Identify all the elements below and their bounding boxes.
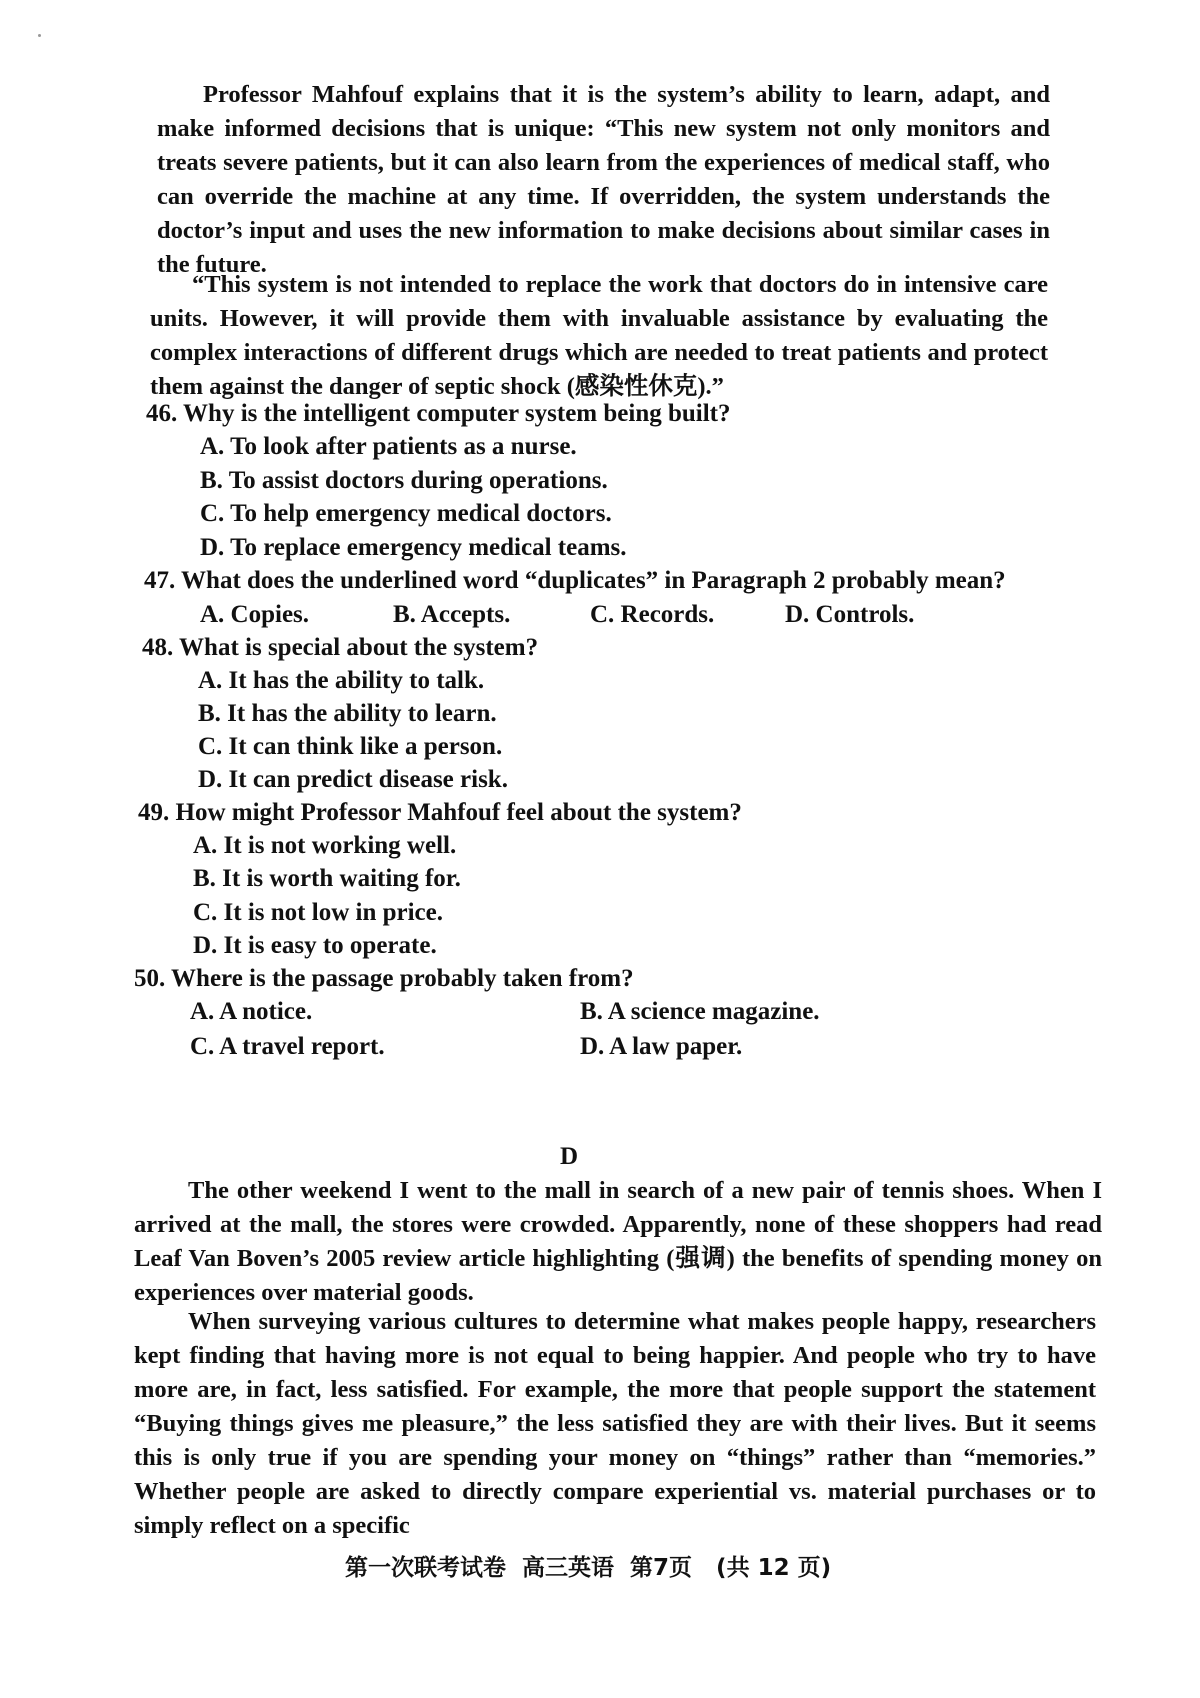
- question-46-stem: 46. Why is the intelligent computer system being built?: [146, 400, 731, 427]
- question-48-option-b: B. It has the ability to learn.: [198, 700, 497, 727]
- question-46-option-c: C. To help emergency medical doctors.: [200, 500, 612, 527]
- scan-speck: [38, 34, 41, 37]
- question-48-option-c: C. It can think like a person.: [198, 733, 503, 760]
- question-49-option-b: B. It is worth waiting for.: [193, 865, 461, 892]
- question-49-option-c: C. It is not low in price.: [193, 899, 443, 926]
- question-47-option-a: A. Copies.: [200, 601, 310, 628]
- question-48-stem: 48. What is special about the system?: [142, 634, 539, 661]
- passage-d-paragraph-1: The other weekend I went to the mall in search of a new pair of tennis shoes. When I arrived at the mall, the stores were crowded. Apparently, none of these shoppers had read Leaf Van Boven’s 2005 review article highlighting (强调) the benefits of spending money on experiences over material goods.: [134, 1177, 1102, 1306]
- question-50-option-d: D. A law paper.: [580, 1033, 743, 1060]
- question-46-option-d: D. To replace emergency medical teams.: [200, 534, 627, 561]
- question-48-option-d: D. It can predict disease risk.: [198, 766, 508, 793]
- question-49-stem: 49. How might Professor Mahfouf feel about the system?: [138, 799, 742, 826]
- passage-c-paragraph-2: “This system is not intended to replace the work that doctors do in intensive care units. However, it will provide them with invaluable assistance by evaluating the complex interactions of different drugs which are needed to treat patients and protect them against the danger of septic shock (感染性休克).”: [150, 271, 1048, 400]
- question-50-option-b: B. A science magazine.: [580, 998, 820, 1025]
- section-d-heading: D: [560, 1143, 579, 1170]
- question-49-option-a: A. It is not working well.: [193, 832, 457, 859]
- question-47-option-b: B. Accepts.: [393, 601, 511, 628]
- passage-d-paragraph-2: When surveying various cultures to determine what makes people happy, researchers kept finding that having more is not equal to being happier. And people who try to have more are, in fact, less satisfied. For example, the more that people support the statement “Buying things gives me pleasure,” the less satisfied they are with their lives. But it seems this is only true if you are spending your money on “things” rather than “memories.” Whether people are asked to directly compare experiential vs. material purchases or to simply reflect on a specific: [134, 1308, 1096, 1539]
- question-46-option-b: B. To assist doctors during operations.: [200, 467, 608, 494]
- question-49-option-d: D. It is easy to operate.: [193, 932, 437, 959]
- question-48-option-a: A. It has the ability to talk.: [198, 667, 485, 694]
- question-50-stem: 50. Where is the passage probably taken from?: [134, 965, 634, 992]
- question-50-option-c: C. A travel report.: [190, 1033, 385, 1060]
- question-50-option-a: A. A notice.: [190, 998, 313, 1025]
- question-47-option-d: D. Controls.: [785, 601, 915, 628]
- page-footer: 第一次联考试卷 高三英语 第7页 (共 12 页): [345, 1555, 832, 1581]
- question-47-stem: 47. What does the underlined word “duplicates” in Paragraph 2 probably mean?: [144, 567, 1006, 594]
- question-46-option-a: A. To look after patients as a nurse.: [200, 433, 577, 460]
- passage-c-paragraph-1: Professor Mahfouf explains that it is the system’s ability to learn, adapt, and make informed decisions that is unique: “This new system not only monitors and treats severe patients, but it can also learn from the experiences of medical staff, who can override the machine at any time. If overridden, the system understands the doctor’s input and uses the new information to make decisions about similar cases in the future.: [157, 81, 1050, 278]
- question-47-option-c: C. Records.: [590, 601, 715, 628]
